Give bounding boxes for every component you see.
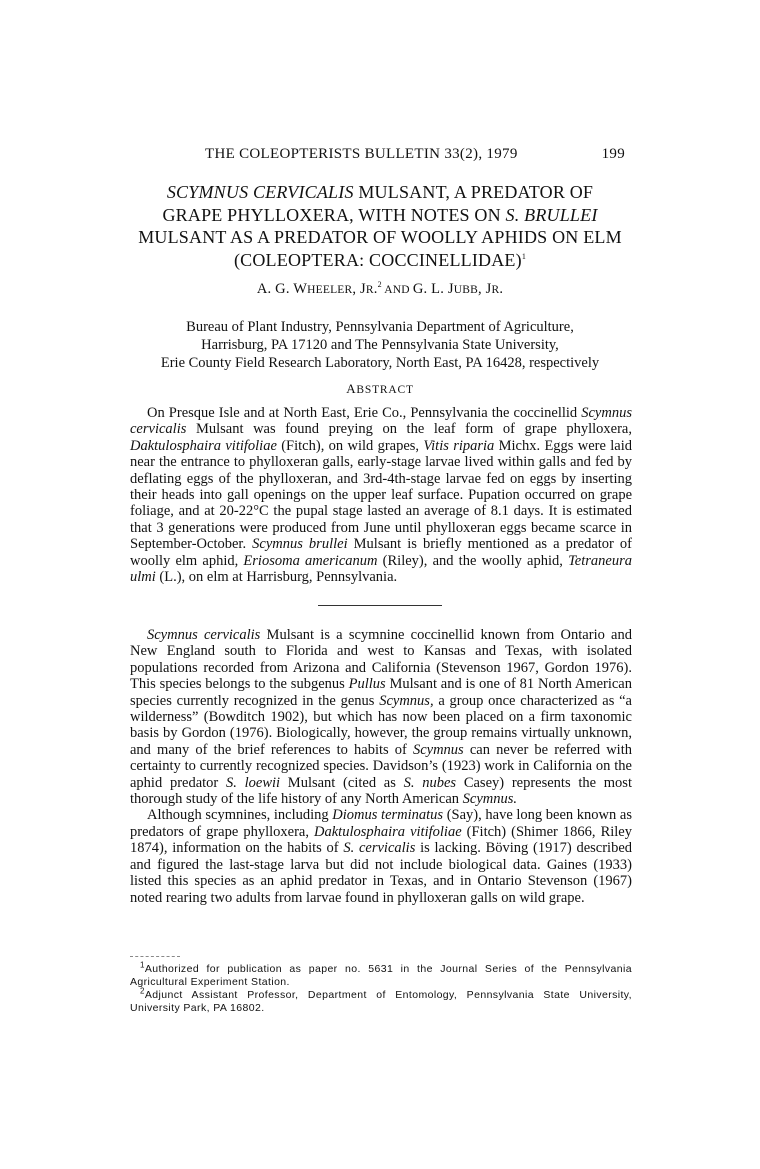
- abstract-text: On Presque Isle and at North East, Erie Co., Pennsylvania the coccinellid Scymnus cervicalis Mulsant was found preying on the leaf form of grape phylloxera, Daktulosphaira vitifoliae (Fitch), on wild grapes, Vitis riparia Michx. Eggs were laid near the entrance to phylloxeran galls, early-stage larvae lived within galls and fed by deflating eggs of the phylloxeran, and 3rd-4th-stage larvae fed on eggs by inserting their heads into gall openings on the upper leaf surface. Pupation occurred on grape foliage, and at 20-22°C the pupal stage lasted an average of 8.1 days. It is estimated that 3 generations were produced from June until phylloxeran eggs became scarce in September-October. Scymnus brullei Mulsant is briefly mentioned as a predator of woolly elm aphid, Eriosoma americanum (Riley), and the woolly aphid, Tetraneura ulmi (L.), on elm at Harrisburg, Pennsylvania.: [130, 405, 633, 586]
- title-line-1: SCYMNUS CERVICALIS MULSANT, A PREDATOR OF: [166, 182, 594, 202]
- footnote-marker-1: 1: [521, 251, 527, 261]
- affiliation-line: Erie County Field Research Laboratory, North East, PA 16428, respectively: [160, 355, 600, 371]
- article-title: [100, 181, 660, 271]
- title-line-3: MULSANT AS A PREDATOR OF WOOLLY APHIDS ON ELM: [138, 227, 622, 247]
- abstract-heading: ABSTRACT: [346, 381, 414, 396]
- body-paragraph-1: Scymnus cervicalis Mulsant is a scymnine coccinellid known from Ontario and New England south to Florida and west to Kansas and Texas, with isolated populations recorded from Arizona and California (Stevenson 1967, Gordon 1976). This species belongs to the subgenus Pullus Mulsant and is one of 81 North American species currently recognized in the genus Scymnus, a group once characterized as “a wilderness” (Bowditch 1902), but which has now been placed on a firm taxonomic basis by Gordon (1976). Biologically, however, the group remains virtually unknown, and many of the brief references to habits of Scymnus can never be referred with certainty to currently recognized species. Davidson’s (1923) work in California on the aphid predator S. loewii Mulsant (cited as S. nubes Casey) represents the most thorough study of the life history of any North American Scymnus.: [130, 627, 632, 808]
- footnotes: [130, 960, 632, 1015]
- section-divider: [318, 605, 442, 606]
- affiliation-line: Harrisburg, PA 17120 and The Pennsylvania State University,: [201, 337, 559, 353]
- footnote-marker-2: 2: [377, 280, 382, 290]
- author-line: A. G. WHEELER, JR.$^2$ AND G. L. JUBB, JR.: [256, 280, 504, 297]
- journal-citation: THE COLEOPTERISTS BULLETIN 33(2), 1979: [205, 146, 518, 162]
- footnote-divider: [130, 956, 180, 957]
- footnote-2: $^2$Adjunct Assistant Professor, Department of Entomology, Pennsylvania State University, University Park, PA 16802.: [130, 986, 632, 1014]
- page-number: 199: [601, 146, 625, 162]
- body-text: [130, 627, 632, 906]
- title-line-4: (COLEOPTERA: COCCINELLIDAE)$^1$: [233, 249, 527, 270]
- body-paragraph-2: Although scymnines, including Diomus terminatus (Say), have long been known as predators of grape phylloxera, Daktulosphaira vitifoliae (Fitch) (Shimer 1866, Riley 1874), information on the habits of S. cervicalis is lacking. Böving (1917) described and figured the last-stage larva but did not include biological data. Gaines (1933) listed this species as an aphid predator in Texas, and in Ontario Stevenson (1967) noted rearing two adults from larvae found in phylloxeran galls on wild grape.: [130, 807, 633, 906]
- footnote-1: $^1$Authorized for publication as paper no. 5631 in the Journal Series of the Pennsylvania Agricultural Experiment Station.: [130, 960, 632, 988]
- title-line-2: GRAPE PHYLLOXERA, WITH NOTES ON S. BRULLEI: [162, 204, 598, 225]
- affiliations: [100, 318, 660, 372]
- affiliation-line: Bureau of Plant Industry, Pennsylvania Department of Agriculture,: [186, 319, 574, 335]
